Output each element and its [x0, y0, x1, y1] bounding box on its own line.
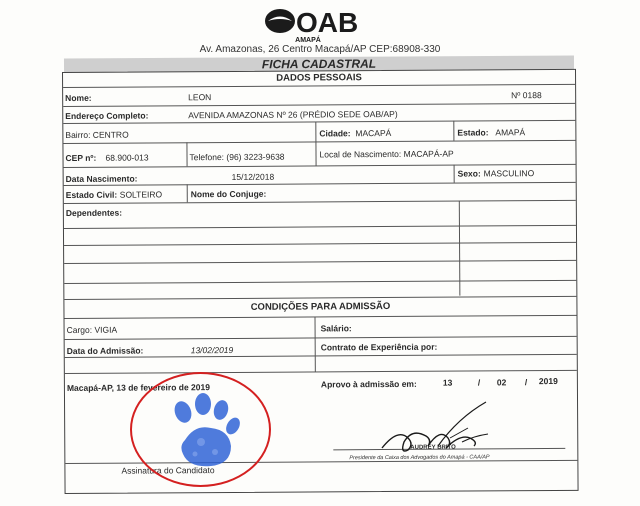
local-nascimento-field: Local de Nascimento: MACAPÁ-AP — [319, 148, 454, 160]
data-nascimento-label: Data Nascimento: — [65, 173, 138, 184]
contrato-experiencia-label: Contrato de Experiência por: — [320, 341, 438, 353]
data-admissao-value: 13/02/2019 — [190, 344, 234, 356]
data-admissao-label: Data do Admissão: — [66, 345, 144, 356]
sexo-label: Sexo: — [457, 168, 481, 179]
conjuge-label: Nome do Conjuge: — [190, 188, 267, 200]
cidade-value: MACAPÁ — [355, 127, 392, 139]
salario-label: Salário: — [320, 323, 352, 334]
assinatura-candidato-label: Assinatura do Candidato — [121, 465, 215, 476]
estado-value: AMAPÁ — [495, 127, 526, 138]
endereco-label: Endereço Completo: — [65, 110, 149, 121]
estado-label: Estado: — [457, 127, 489, 138]
oab-logo — [258, 4, 358, 44]
nome-value: LEON — [188, 92, 212, 103]
logo-text: OAB — [296, 7, 358, 38]
signer-role: Presidente da Caixa dos Advogados do Amapá - CAA/AP — [349, 454, 490, 462]
signer-name: AUDREY BRITO — [410, 444, 456, 451]
cidade-label: Cidade: — [319, 128, 351, 139]
nome-label: Nome: — [65, 92, 92, 103]
data-nascimento-value: 15/12/2018 — [231, 171, 275, 182]
estado-civil-label: Estado Civil: — [65, 189, 118, 200]
aprovo-sep-2: / — [524, 377, 528, 388]
cep-value: 68.900-013 — [105, 152, 149, 163]
aprovo-admissao-label: Aprovo à admissão em: — [320, 378, 417, 390]
sexo-value: MASCULINO — [483, 168, 535, 179]
aprovo-ano: 2019 — [538, 375, 558, 387]
form-title: FICHA CADASTRAL — [64, 55, 574, 72]
aprovo-dia: 13 — [442, 377, 453, 388]
aprovo-sep-1: / — [477, 377, 481, 388]
section-dados-pessoais: DADOS PESSOAIS — [276, 72, 362, 84]
handwritten-signature — [378, 398, 498, 456]
aprovo-mes: 02 — [496, 377, 507, 388]
address-line: Av. Amazonas, 26 Centro Macapá/AP CEP:68908-330 — [199, 44, 441, 55]
endereco-value: AVENIDA AMAZONAS Nº 26 (PRÉDIO SEDE OAB/AP) — [188, 108, 398, 121]
bairro-field: Bairro: CENTRO — [65, 129, 129, 140]
section-admissao: CONDIÇÕES PARA ADMISSÃO — [250, 300, 391, 313]
red-circle-annotation — [130, 372, 271, 487]
cargo-field: Cargo: VIGIA — [66, 324, 118, 335]
registration-number: Nº 0188 — [511, 90, 542, 101]
dependentes-label: Dependentes: — [65, 207, 123, 218]
cep-label: CEP nº: — [65, 152, 97, 163]
logo-subtext: AMAPÁ — [295, 37, 321, 44]
estado-civil-value: SOLTEIRO — [119, 189, 163, 200]
local-data-text: Macapá-AP, 13 de fevereiro de 2019 — [66, 382, 210, 393]
telefone-field: Telefone: (96) 3223-9638 — [189, 151, 285, 163]
